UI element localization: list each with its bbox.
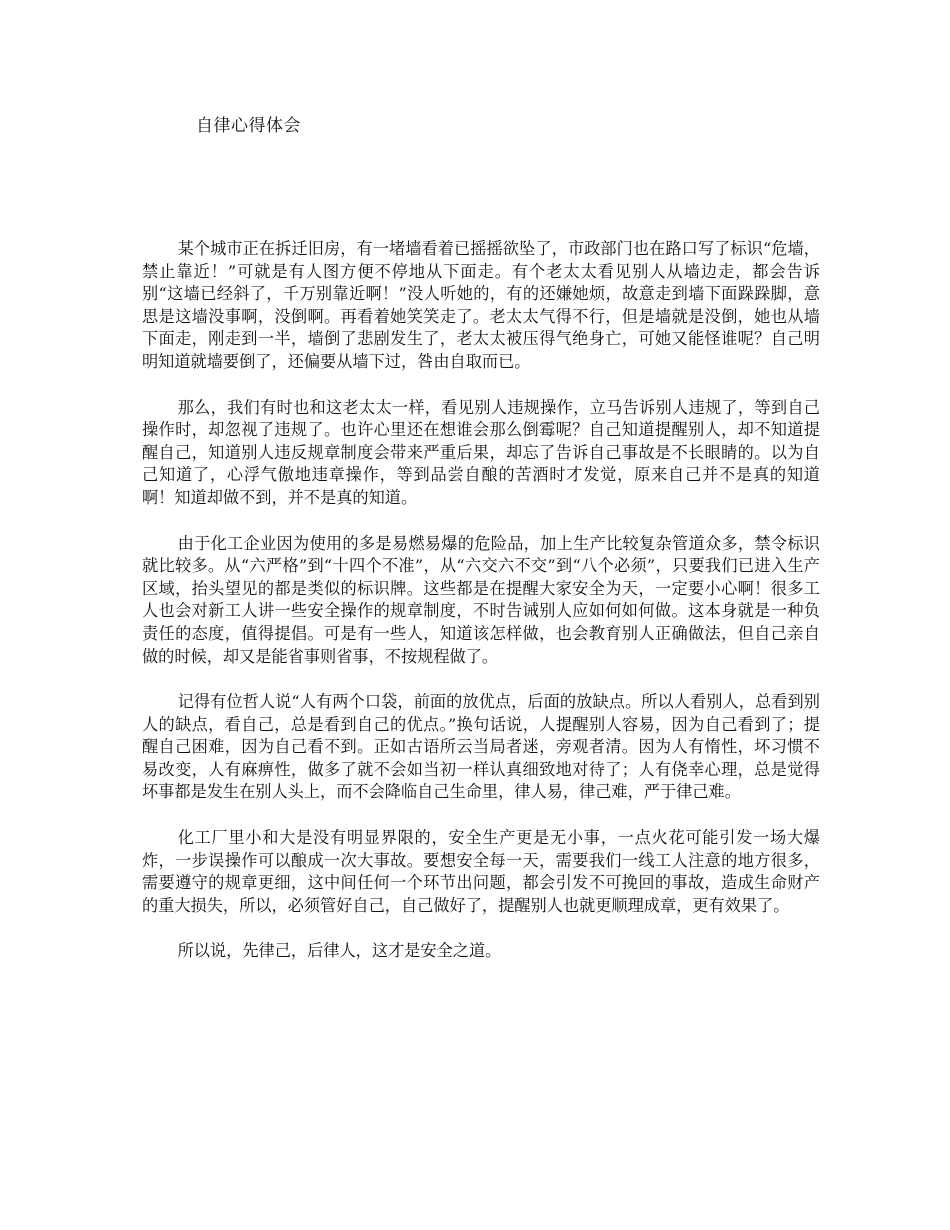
paragraph-1: 某个城市正在拆迁旧房，有一堵墙看着已摇摇欲坠了，市政部门也在路口写了标识“危墙，禁止靠近！”可就是有人图方便不停地从下面走。有个老太太看见别人从墙边走，都会告诉别“这墙已经斜了，千万别靠近啊！”没人听她的，有的还嫌她烦，故意走到墙下面跺跺脚，意思是这墙没事啊，没倒啊。再看着她笑笑走了。老太太气得不行，但是墙就是没倒，她也从墙下面走，刚走到一半，墙倒了悲剧发生了，老太太被压得气绝身亡，可她又能怪谁呢？自己明明知道就墙要倒了，还偏要从墙下过，咎由自取而已。 xyxy=(142,239,820,371)
document-title: 自律心得体会 xyxy=(196,116,301,136)
paragraph-2: 那么，我们有时也和这老太太一样，看见别人违规操作，立马告诉别人违规了，等到自己操作时，却忽视了违规了。也许心里还在想谁会那么倒霉呢？自己知道提醒别人，却不知道提醒自己，知道别人违反规章制度会带来严重后果，却忘了告诉自己事故是不长眼睛的。以为自己知道了，心浮气傲地违章操作，等到品尝自酿的苦酒时才发觉，原来自己并不是真的知道啊！知道却做不到，并不是真的知道。 xyxy=(142,397,820,507)
paragraph-6: 所以说，先律己，后律人，这才是安全之道。 xyxy=(177,941,502,961)
document-body xyxy=(142,238,820,986)
paragraph-3: 由于化工企业因为使用的多是易燃易爆的危险品，加上生产比较复杂管道众多，禁令标识就比较多。从“六严格”到“十四个不准”，从“六交六不交”到“八个必须”，只要我们已进入生产区域，抬头望见的都是类似的标识牌。这些都是在提醒大家安全为天，一定要小心啊！很多工人也会对新工人讲一些安全操作的规章制度，不时告诫别人应如何如何做。这本身就是一种负责任的态度，值得提倡。可是有一些人，知道该怎样做，也会教育别人正确做法，但自己亲自做的时候，却又是能省事则省事，不按规程做了。 xyxy=(142,533,820,666)
paragraph-5: 化工厂里小和大是没有明显界限的，安全生产更是无小事，一点火花可能引发一场大爆炸，一步误操作可以酿成一次大事故。要想安全每一天，需要我们一线工人注意的地方很多，需要遵守的规章更细，这中间任何一个环节出问题，都会引发不可挽回的事故，造成生命财产的重大损失，所以，必须管好自己，自己做好了，提醒别人也就更顺理成章，更有效果了。 xyxy=(142,828,820,915)
paragraph-4: 记得有位哲人说“人有两个口袋，前面的放优点，后面的放缺点。所以人看别人，总看到别人的缺点，看自己，总是看到自己的优点。”换句话说，人提醒别人容易，因为自己看到了；提醒自己困难，因为自己看不到。正如古语所云当局者迷，旁观者清。因为人有惰性，坏习惯不易改变，人有麻痹性，做多了就不会如当初一样认真细致地对待了；人有侥幸心理，总是觉得坏事都是发生在别人头上，而不会降临自己生命里，律人易，律己难，严于律己难。 xyxy=(142,692,820,802)
